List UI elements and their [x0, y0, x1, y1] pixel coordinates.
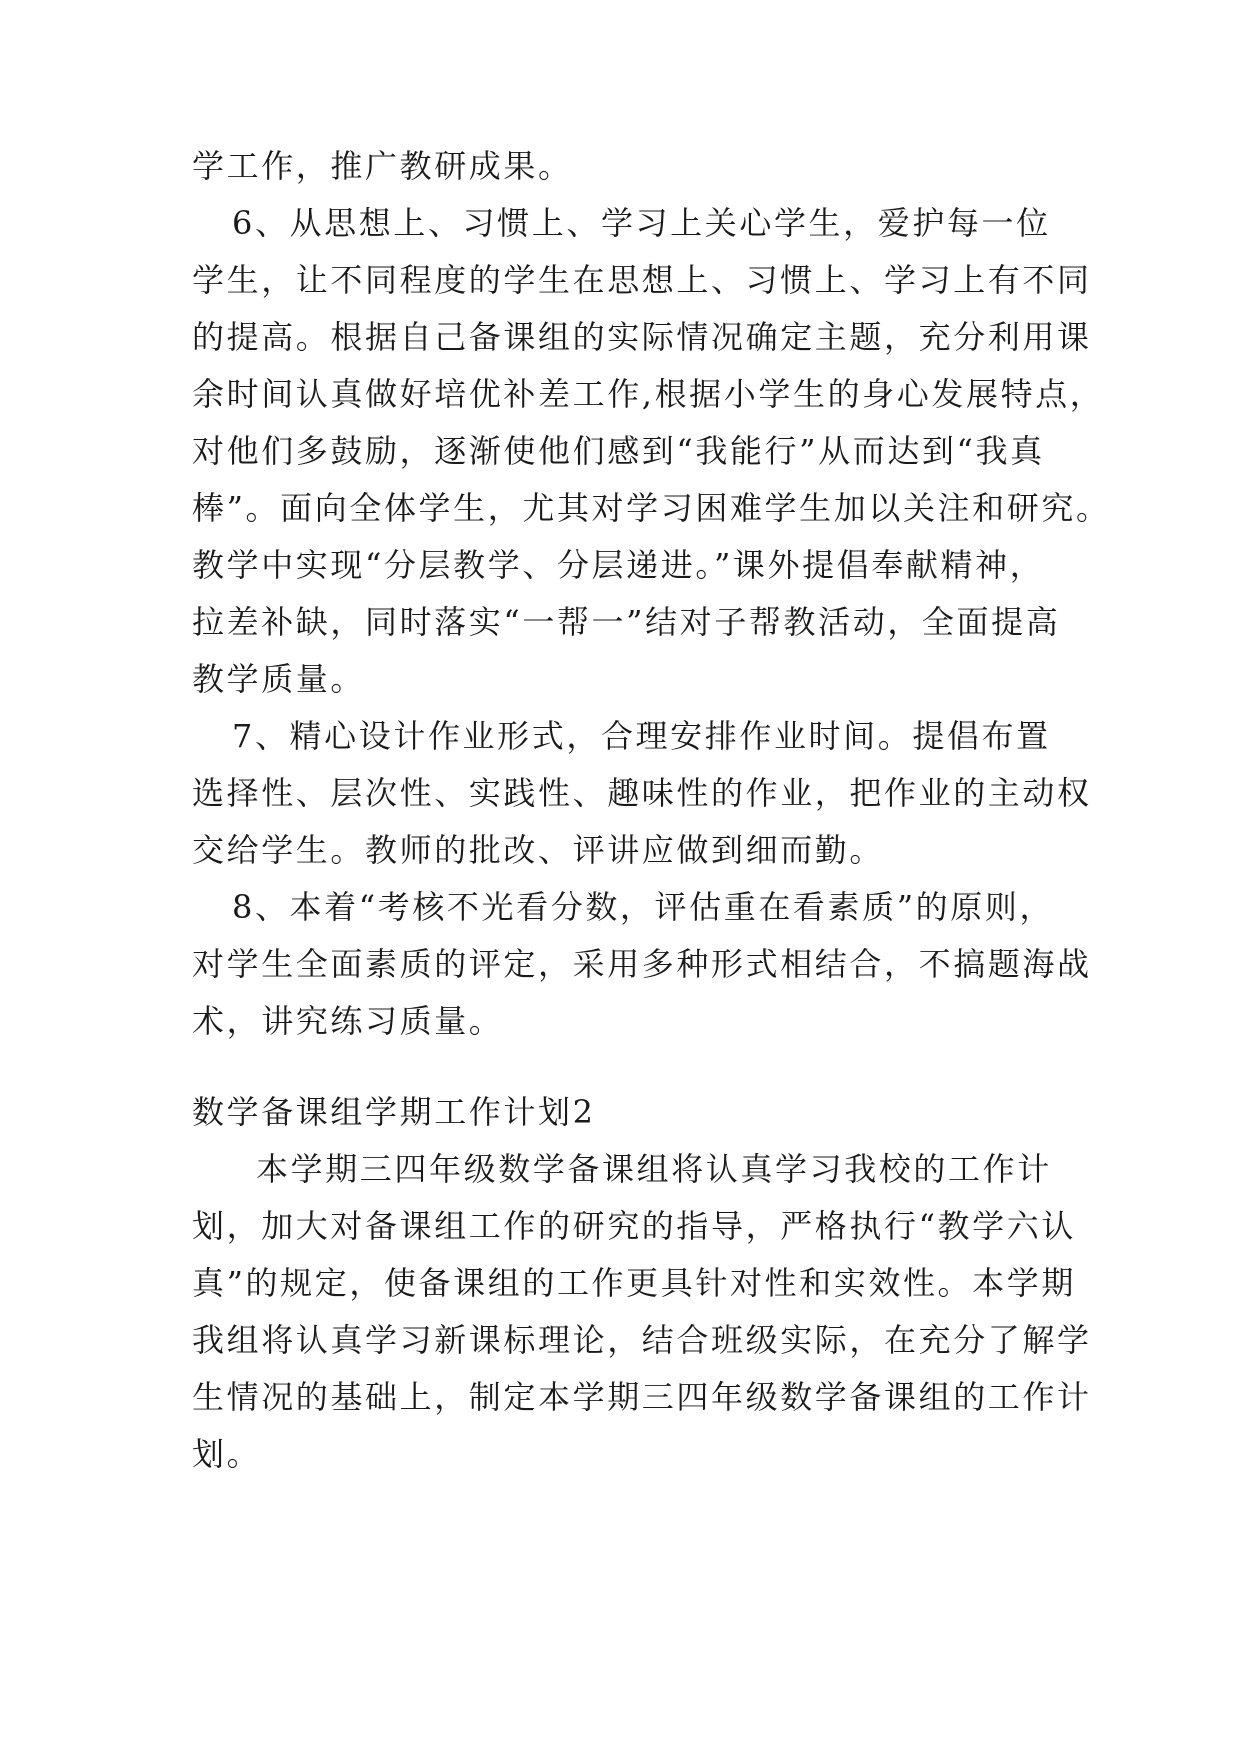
paragraph-line: 本学期三四年级数学备课组将认真学习我校的工作计 — [256, 1150, 1052, 1188]
paragraph-line: 6、从思想上、习惯上、学习上关心学生，爱护每一位 — [232, 204, 1051, 242]
paragraph-line: 真”的规定，使备课组的工作更具针对性和实效性。本学期 — [192, 1264, 1076, 1302]
paragraph-line: 选择性、层次性、实践性、趣味性的作业，把作业的主动权 — [192, 774, 1092, 812]
paragraph-line: 8、本着“考核不光看分数，评估重在看素质”的原则， — [232, 888, 1055, 926]
paragraph-line: 划。 — [192, 1435, 262, 1473]
paragraph-line: 学生，让不同程度的学生在思想上、习惯上、学习上有不同 — [192, 261, 1092, 299]
paragraph-line: 7、精心设计作业形式，合理安排作业时间。提倡布置 — [232, 717, 1051, 755]
paragraph-line: 生情况的基础上，制定本学期三四年级数学备课组的工作计 — [192, 1378, 1092, 1416]
paragraph-line: 教学中实现“分层教学、分层递进。”课外提倡奉献精神， — [192, 546, 1045, 584]
paragraph-line: 学工作，推广教研成果。 — [192, 147, 573, 185]
paragraph-line: 余时间认真做好培优补差工作,根据小学生的身心发展特点， — [192, 375, 1105, 413]
paragraph-line: 划，加大对备课组工作的研究的指导，严格执行“教学六认 — [192, 1207, 1076, 1245]
paragraph-line: 的提高。根据自己备课组的实际情况确定主题，充分利用课 — [192, 318, 1092, 356]
paragraph-line: 对他们多鼓励，逐渐使他们感到“我能行”从而达到“我真 — [192, 432, 1045, 470]
section-heading: 数学备课组学期工作计划2 — [192, 1093, 596, 1131]
paragraph-line: 我组将认真学习新课标理论，结合班级实际，在充分了解学 — [192, 1321, 1092, 1359]
paragraph-line: 教学质量。 — [192, 660, 366, 698]
paragraph-line: 拉差补缺，同时落实“一帮一”结对子帮教活动，全面提高 — [192, 603, 1061, 641]
paragraph-line: 交给学生。教师的批改、评讲应做到细而勤。 — [192, 831, 885, 869]
paragraph-line: 棒”。面向全体学生，尤其对学习困难学生加以关注和研究。 — [192, 489, 1111, 527]
paragraph-line: 术，讲究练习质量。 — [192, 1002, 504, 1040]
paragraph-line: 对学生全面素质的评定，采用多种形式相结合，不搞题海战 — [192, 945, 1092, 983]
